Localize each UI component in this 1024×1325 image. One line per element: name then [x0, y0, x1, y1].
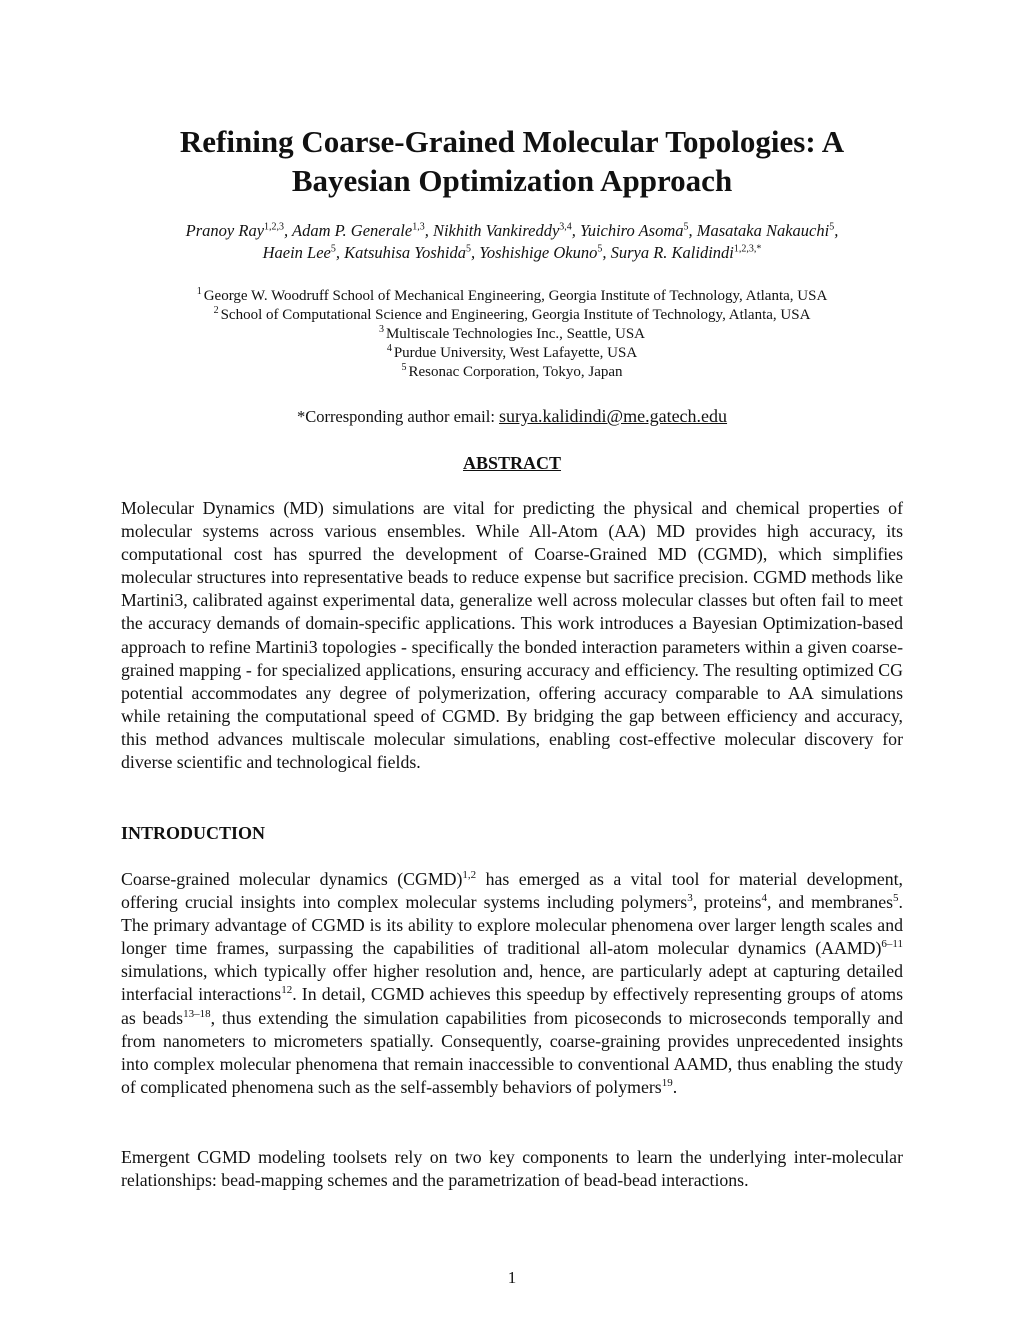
introduction-paragraph-2: Emergent CGMD modeling toolsets rely on two key components to learn the underlying inter-molecular relationships: bead-mapping schemes and the parametrization of bead-bead interactions. — [121, 1147, 903, 1191]
title-line-1: Refining Coarse-Grained Molecular Topologies: A — [179, 124, 845, 159]
author-affiliation-marker: 1,3 — [412, 221, 425, 233]
affiliation-number: 5 — [401, 362, 407, 373]
introduction-paragraph-1 — [121, 868, 903, 1099]
citation-marker: 13–18 — [183, 1007, 211, 1020]
email-label: *Corresponding author email: — [296, 407, 500, 426]
author-affiliation-marker: 3,4 — [559, 221, 572, 233]
title-line-2: Bayesian Optimization Approach — [291, 163, 733, 198]
author-list — [110, 220, 914, 264]
author-name: Katsuhisa Yoshida — [344, 243, 466, 262]
affiliation-number: 1 — [196, 286, 202, 297]
affiliation-line — [110, 363, 914, 382]
author-separator: , — [470, 243, 480, 262]
paragraph-text-run: , and membranes — [766, 892, 894, 913]
affiliation-line — [110, 287, 914, 306]
paragraph-text-run: . — [672, 1076, 678, 1097]
author-affiliation-marker: 5 — [683, 221, 689, 233]
author-name: Adam P. Generale — [291, 221, 413, 240]
paragraph-text-run: , proteins — [692, 892, 762, 913]
paragraph-text-run: . The primary advantage of CGMD is its ability to explore molecular phenomena over larger length scales and longer time frames, surpassing the capabilities of traditional all-atom molecular dynamics (AAMD) — [121, 892, 903, 959]
author-name: Pranoy Ray — [185, 221, 265, 240]
citation-marker: 1,2 — [462, 869, 477, 882]
affiliation-number: 4 — [386, 343, 392, 354]
email-link[interactable]: surya.kalidindi@me.gatech.edu — [499, 406, 728, 426]
affiliation-line — [110, 344, 914, 363]
author-separator: , — [571, 221, 581, 240]
affiliation-line — [110, 306, 914, 325]
author-name: Yuichiro Asoma — [580, 221, 684, 240]
author-affiliation-marker: 1,2,3,* — [733, 243, 762, 255]
citation-marker: 19 — [661, 1076, 673, 1089]
author-name: Yoshishige Okuno — [479, 243, 598, 262]
paragraph-text-run: . In detail, CGMD achieves this speedup by effectively representing groups of atoms as beads — [121, 984, 903, 1028]
abstract-text: Molecular Dynamics (MD) simulations are vital for predicting the physical and chemical properties of molecular systems across various ensembles. While All-Atom (AA) MD provides high accuracy, its computational cost has spurred the development of Coarse-Grained MD (CGMD), which simplifies molecular structures into representative beads to reduce expense but sacrifice precision. CGMD methods like Martini3, calibrated against experimental data, generalize well across molecular classes but often fail to meet the accuracy demands of domain-specific applications. This work introduces a Bayesian Optimization-based approach to refine Martini3 topologies - specifically the bonded interaction parameters within a given coarse-grained mapping - for specialized applications, ensuring accuracy and efficiency. The resulting optimized CG potential accommodates any degree of polymerization, offering accuracy comparable to AA simulations while retaining the computational speed of CGMD. By bridging the gap between efficiency and accuracy, this method advances multiscale molecular simulations, enabling cost-effective molecular discovery for diverse scientific and technological fields. — [121, 498, 903, 773]
citation-marker: 12 — [281, 984, 293, 997]
author-separator: , — [284, 221, 292, 240]
introduction-heading: INTRODUCTION — [121, 823, 266, 843]
author-separator: , — [424, 221, 433, 240]
citation-marker: 4 — [761, 892, 767, 905]
page-number: 1 — [507, 1268, 517, 1287]
author-separator: , — [834, 221, 839, 240]
author-separator: , — [602, 243, 611, 262]
affiliation-text: George W. Woodruff School of Mechanical Engineering, Georgia Institute of Technology, Atlanta, USA — [203, 288, 828, 304]
corresponding-email-line — [110, 405, 914, 428]
author-affiliation-marker: 5 — [829, 221, 835, 233]
affiliation-text: Purdue University, West Lafayette, USA — [393, 345, 638, 361]
citation-marker: 6–11 — [881, 938, 903, 951]
author-affiliation-marker: 5 — [597, 243, 603, 255]
citation-marker: 3 — [687, 892, 693, 905]
affiliation-number: 3 — [378, 324, 384, 335]
author-name: Nikhith Vankireddy — [432, 221, 560, 240]
author-name: Haein Lee — [262, 243, 331, 262]
author-affiliation-marker: 1,2,3 — [264, 221, 285, 233]
citation-marker: 5 — [893, 892, 899, 905]
author-separator: , — [688, 221, 697, 240]
paragraph-text-run: has emerged as a vital tool for material development, offering crucial insights into complex molecular systems including polymers — [121, 869, 903, 913]
author-affiliation-marker: 5 — [330, 243, 336, 255]
paragraph-text-run: simulations, which typically offer higher resolution and, hence, are particularly adept at capturing detailed interfacial interactions — [121, 961, 903, 1005]
author-separator: , — [335, 243, 345, 262]
author-name: Surya R. Kalidindi — [610, 243, 734, 262]
affiliation-number: 2 — [213, 305, 219, 316]
paper-title — [100, 122, 924, 200]
affiliation-text: Multiscale Technologies Inc., Seattle, USA — [385, 326, 646, 342]
affiliation-line — [110, 325, 914, 344]
affiliation-text: School of Computational Science and Engineering, Georgia Institute of Technology, Atlanta, USA — [220, 307, 811, 323]
affiliation-text: Resonac Corporation, Tokyo, Japan — [408, 364, 623, 380]
affiliation-list — [110, 287, 914, 382]
paragraph-text-run: Coarse-grained molecular dynamics (CGMD) — [121, 869, 463, 889]
paragraph-text-run: , thus extending the simulation capabilities from picoseconds to microseconds temporally and from nanometers to micrometers spatially. Consequently, coarse-graining provides unprecedented insights into complex molecular phenomena that remain inaccessible to conventional AAMD, thus enabling the study of complicated phenomena such as the self-assembly behaviors of polymers — [121, 1007, 903, 1097]
author-affiliation-marker: 5 — [465, 243, 471, 255]
abstract-heading: ABSTRACT — [462, 453, 562, 473]
author-name: Masataka Nakauchi — [696, 221, 830, 240]
